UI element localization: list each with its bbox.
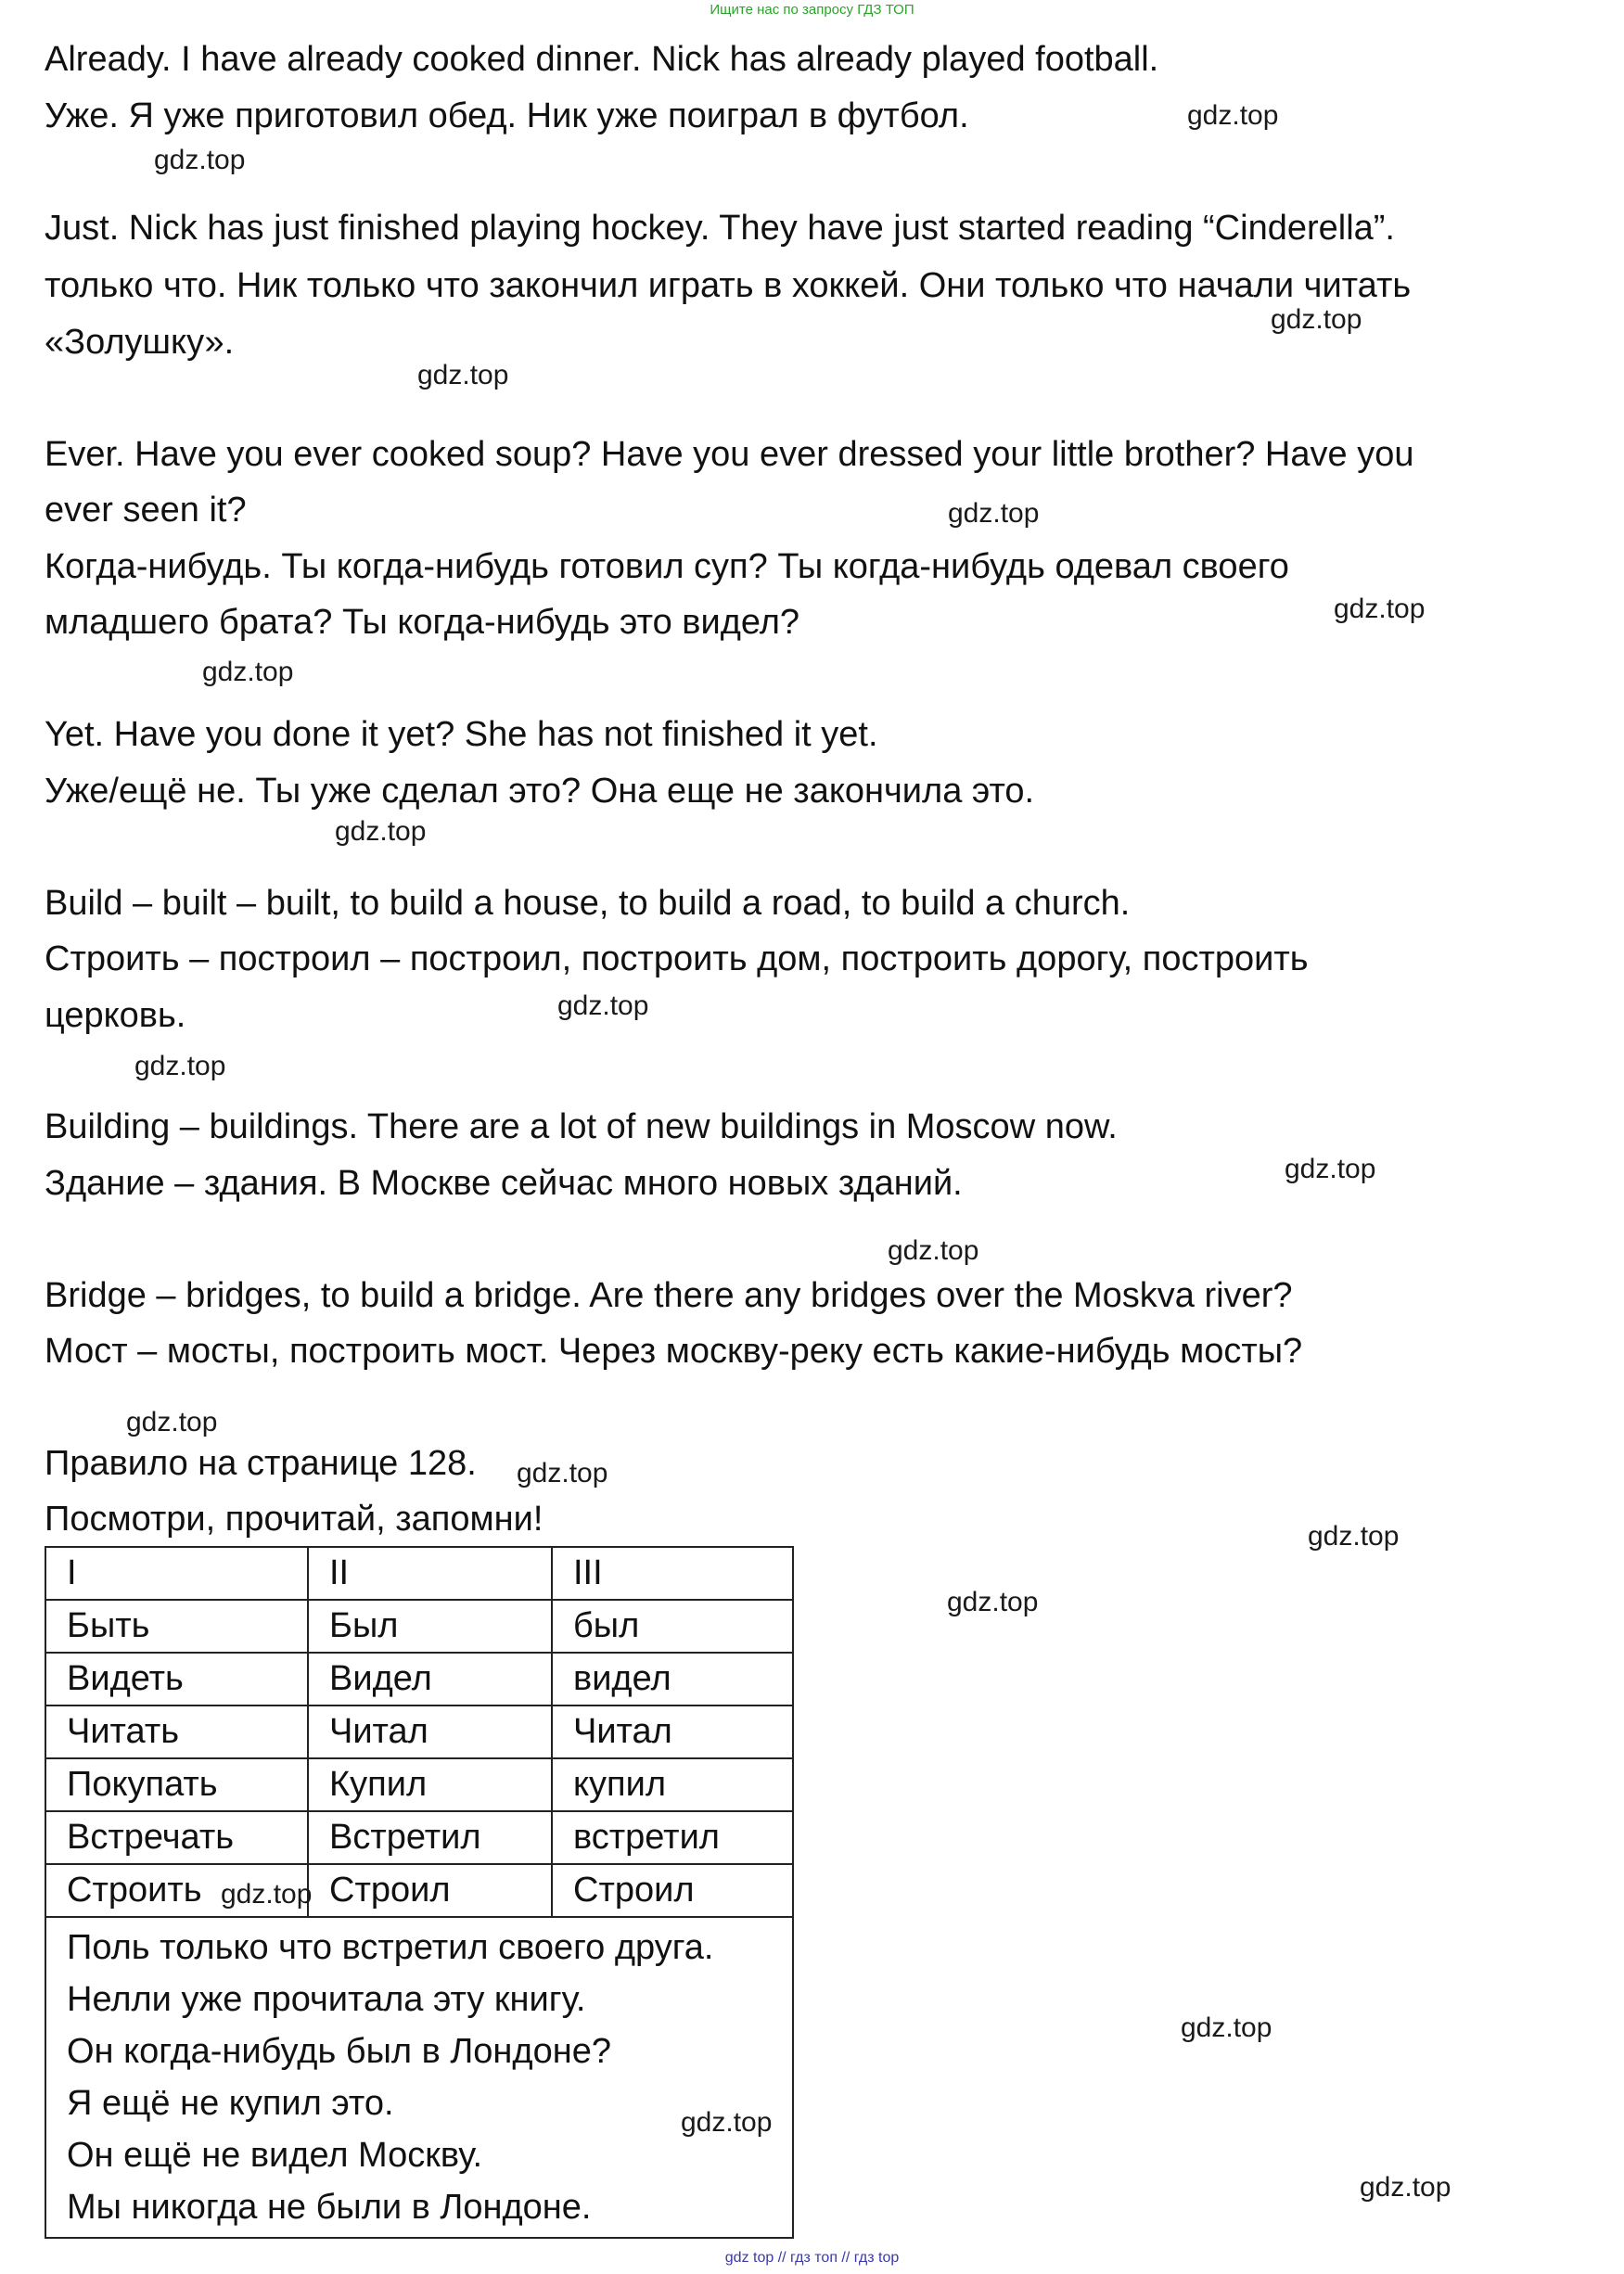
table-cell: II — [308, 1547, 552, 1600]
text-line: младшего брата? Ты когда-нибудь это видел? — [45, 603, 800, 642]
text-line: Уже/ещё не. Ты уже сделал это? Она еще не закончила это. — [45, 772, 1035, 811]
example-sentence: Он когда-нибудь был в Лондоне? — [67, 2032, 611, 2071]
example-sentence: Нелли уже прочитала эту книгу. — [67, 1980, 586, 2019]
watermark: gdz.top — [1334, 594, 1426, 624]
watermark: gdz.top — [134, 1051, 226, 1081]
table-row — [45, 1758, 793, 1811]
table-cell: Встретил — [308, 1811, 552, 1864]
watermark: gdz.top — [948, 498, 1040, 529]
watermark: gdz.top — [1285, 1154, 1376, 1184]
table-row — [45, 1600, 793, 1653]
table-cell: Читал — [552, 1706, 793, 1758]
table-cell: Строить — [45, 1864, 308, 1917]
table-header-row — [45, 1547, 793, 1600]
table-row — [45, 1706, 793, 1758]
text-line: Посмотри, прочитай, запомни! — [45, 1500, 543, 1539]
table-cell: I — [45, 1547, 308, 1600]
text-line: ever seen it? — [45, 491, 247, 530]
text-line: Ever. Have you ever cooked soup? Have you ever dressed your little brother? Have you — [45, 435, 1414, 474]
table-cell: Покупать — [45, 1758, 308, 1811]
table-cell: Видеть — [45, 1653, 308, 1706]
table-cell: Быть — [45, 1600, 308, 1653]
text-line: Build – built – built, to build a house, to build a road, to build a church. — [45, 884, 1131, 923]
table-cell: Купил — [308, 1758, 552, 1811]
watermark: gdz.top — [1308, 1521, 1400, 1552]
text-line: Building – buildings. There are a lot of new buildings in Moscow now. — [45, 1107, 1118, 1146]
top-banner: Ищите нас по запросу ГДЗ ТОП — [710, 2, 914, 18]
table-cell: Видел — [308, 1653, 552, 1706]
table-cell: купил — [552, 1758, 793, 1811]
text-line: только что. Ник только что закончил играть в хоккей. Они только что начали читать — [45, 266, 1412, 305]
table-cell: Читать — [45, 1706, 308, 1758]
watermark: gdz.top — [681, 2107, 773, 2138]
text-line: «Золушку». — [45, 323, 235, 362]
text-line: Здание – здания. В Москве сейчас много новых зданий. — [45, 1164, 963, 1203]
table-row — [45, 1653, 793, 1706]
example-sentence: Мы никогда не были в Лондоне. — [67, 2188, 592, 2227]
watermark: gdz.top — [557, 990, 649, 1021]
text-line: церковь. — [45, 996, 186, 1035]
watermark: gdz.top — [417, 360, 509, 390]
sentences-cell — [45, 1917, 793, 2238]
text-line: Bridge – bridges, to build a bridge. Are there any bridges over the Moskva river? — [45, 1276, 1293, 1315]
text-line: Yet. Have you done it yet? She has not finished it yet. — [45, 715, 878, 754]
watermark: gdz.top — [1271, 304, 1362, 335]
table-cell: видел — [552, 1653, 793, 1706]
text-line: Just. Nick has just finished playing hockey. They have just started reading “Cinderella”. — [45, 209, 1395, 248]
table-row — [45, 1811, 793, 1864]
text-line: Когда-нибудь. Ты когда-нибудь готовил суп? Ты когда-нибудь одевал своего — [45, 547, 1289, 586]
table-cell: Встречать — [45, 1811, 308, 1864]
example-sentence: Поль только что встретил своего друга. — [67, 1928, 714, 1967]
table-sentences-row — [45, 1917, 793, 2238]
watermark: gdz.top — [202, 657, 294, 687]
text-line: Правило на странице 128. — [45, 1444, 477, 1483]
example-sentence: Я ещё не купил это. — [67, 2084, 394, 2123]
watermark: gdz.top — [126, 1407, 218, 1437]
watermark: gdz.top — [517, 1458, 608, 1488]
watermark: gdz.top — [947, 1587, 1039, 1617]
footer-links[interactable]: gdz top // гдз топ // гдз top — [724, 2250, 900, 2266]
watermark: gdz.top — [1360, 2172, 1451, 2203]
table-cell: Строил — [552, 1864, 793, 1917]
table-cell: Строил — [308, 1864, 552, 1917]
text-line: Строить – построил – построил, построить дом, построить дорогу, построить — [45, 939, 1309, 978]
text-line: Already. I have already cooked dinner. Nick has already played football. — [45, 40, 1159, 79]
text-line: Уже. Я уже приготовил обед. Ник уже поиграл в футбол. — [45, 96, 969, 135]
table-cell: Был — [308, 1600, 552, 1653]
watermark: gdz.top — [1181, 2012, 1272, 2043]
watermark: gdz.top — [1187, 100, 1279, 131]
table-cell: Читал — [308, 1706, 552, 1758]
text-line: Мост – мосты, построить мост. Через москву-реку есть какие-нибудь мосты? — [45, 1332, 1303, 1371]
table-cell: III — [552, 1547, 793, 1600]
watermark: gdz.top — [221, 1879, 313, 1910]
watermark: gdz.top — [888, 1235, 979, 1266]
table-cell: встретил — [552, 1811, 793, 1864]
watermark: gdz.top — [335, 816, 427, 847]
watermark: gdz.top — [154, 145, 246, 175]
table-row — [45, 1864, 793, 1917]
example-sentence: Он ещё не видел Москву. — [67, 2136, 483, 2175]
table-cell: был — [552, 1600, 793, 1653]
